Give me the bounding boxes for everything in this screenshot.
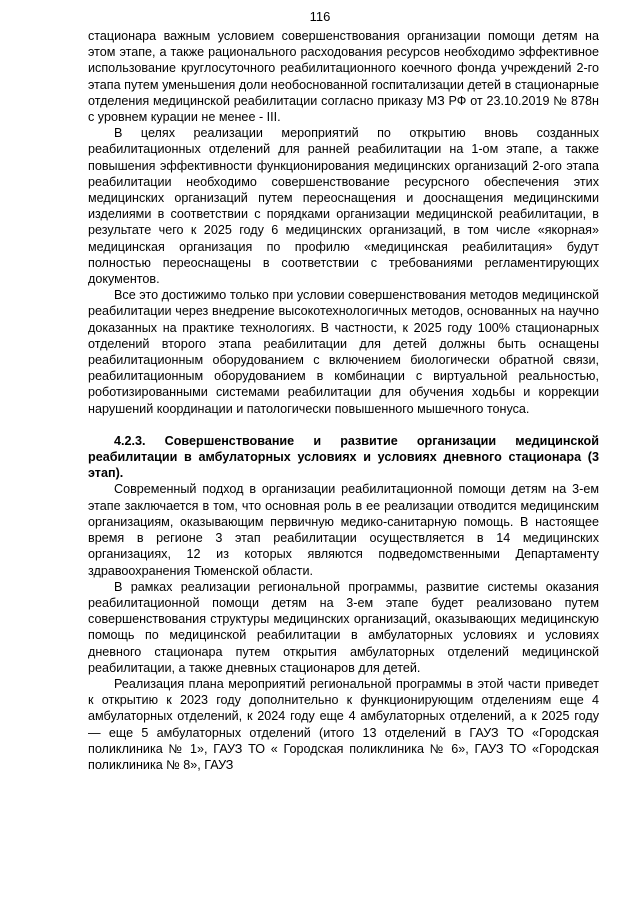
page-number: 116 [309, 9, 331, 24]
paragraph: Все это достижимо только при условии совершенствования методов медицинской реабилитации через внедрение высокотехнологичных методов, основанных на научно доказанных на практике технологиях. В частности, к 2025 году 100% стационарных отделений второго этапа реабилитации для детей должны быть оснащены реабилитационным оборудованием с включением биологически обратной связи, реабилитационным оборудованием в комбинации с виртуальной реальностью, роботизированными системами реабилитации для обучения ходьбы и коррекции нарушений координации и патологически повышенного мышечного тонуса. [88, 288, 599, 416]
paragraph: Современный подход в организации реабилитационной помощи детям на 3-ем этапе заключается в том, что основная роль в ее реализации отводится медицинским организациям, оказывающим первичную медико-санитарную помощь. В настоящее время в регионе 3 этап реабилитации осуществляется в 14 медицинских организациях, 12 из которых являются подведомственными Департаменту здравоохранения Тюменской области. [88, 482, 599, 578]
section-heading: 4.2.3. Совершенствование и развитие организации медицинской реабилитации в амбулаторных условиях и условиях дневного стационара (3 этап). [88, 433, 599, 481]
paragraph: В целях реализации мероприятий по открытию вновь созданных реабилитационных отделений для ранней реабилитации на 1-ом этапе, а также повышения эффективности функционирования медицинских организаций 2-ого этапа реабилитации необходимо совершенствование ресурсного обеспечения этих медицинских организаций путем переоснащения и дооснащения медицинскими изделиями в соответствии с порядками организации медицинской реабилитации, в результате чего к 2025 году 6 медицинских организаций, в том числе «якорная» медицинская организация по профилю «медицинская реабилитация» будут полностью переоснащены в соответствии с требованиями регламентирующих документов. [88, 126, 599, 287]
paragraph: Реализация плана мероприятий региональной программы в этой части приведет к открытию к 2023 году дополнительно к функционирующим отделениям еще 4 амбулаторных отделений, к 2024 году еще 4 амбулаторных отделений, а к 2025 году — еще 5 амбулаторных отделений (итого 13 отделений в ГАУЗ ТО «Городская поликлиника № 1», ГАУЗ ТО « Городская поликлиника № 6», ГАУЗ ТО «Городская поликлиника № 8», ГАУЗ [88, 676, 599, 772]
document-body [88, 28, 599, 773]
paragraph-continued: стационара важным условием совершенствования организации помощи детям на этом этапе, а также рационального расходования ресурсов необходимо эффективное использование круглосуточного реабилитационного коечного фонда учреждений 2-го этапа путем уменьшения доли необоснованной госпитализации детей в стационарные отделения медицинской реабилитации согласно приказу МЗ РФ от 23.10.2019 № 878н с уровнем курации не менее - III. [88, 29, 599, 125]
paragraph: В рамках реализации региональной программы, развитие системы оказания реабилитационной помощи детям на 3-ем этапе будет реализовано путем совершенствования структуры медицинских организаций, оказывающих медицинскую помощь по медицинской реабилитации в амбулаторных условиях и условиях дневного стационара путем открытия амбулаторных отделений медицинской реабилитации, а также дневных стационаров для детей. [88, 579, 599, 675]
